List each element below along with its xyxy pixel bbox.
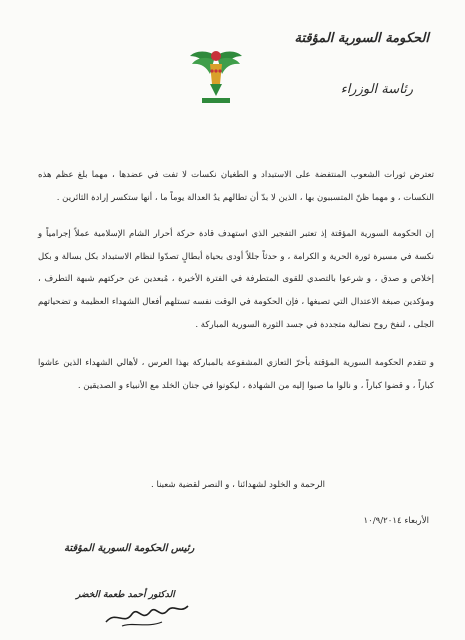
eagle-emblem-icon: [188, 44, 244, 106]
paragraph: و تتقدم الحكومة السورية المؤقتة بأحرّ التعازي المشفوعة بالمباركة بهذا العرس ، لأهالي الشهداء الذين عاشوا كباراً ، و قضوا كباراً ، و نالوا ما صبوا إليه من الشهادة ، ليكونوا في جنان الخلد مع الأنبياء و الصديقين .: [38, 358, 434, 391]
department-name: رئاسة الوزراء: [340, 82, 413, 97]
paragraph: تعترض ثورات الشعوب المنتفضة على الاستبداد و الطغيان نكسات لا تفت في عضدها ، مهما بلغ عظم هذه النكسات ، و مهما ظنّ المتسببون بها ، الذين لا بدّ أن تطالهم يدُ العدالة يوماً ما ، أنها ستكسر إرادة الثائرين .: [38, 170, 434, 203]
letter-date: الأربعاء ١٠/٩/٢٠١٤: [363, 516, 429, 526]
government-name: الحكومة السورية المؤقتة: [294, 31, 429, 46]
closing-line: الرحمة و الخلود لشهدائنا ، و النصر لقضية شعبنا .: [150, 480, 325, 490]
letterhead: [279, 30, 429, 97]
paragraph: إن الحكومة السورية المؤقتة إذ تعتبر التفجير الذي استهدف قادة حركة أحرار الشام الإسلامية عملاً إجرامياً و نكسة في مسيرة ثورة الحرية و الكرامة ، و حدثاً جللاً أودى بحياة أبطالٍ تصدّوا لنظام الاستبداد بكل بسالة و بكل إخلاص و صدق ، و شرعوا بالتصدي للقوى المتطرفة في الفترة الأخيرة ، مُبعدين عن حركتهم شبهة التطرف ، ومؤكدين صبغة الاعتدال التي تصبغها ، فإن الحكومة في الوقت نفسه تستلهم أفعال الشهداء العظيمة و تضحياتهم الجلى ، لنفخ روح نضالية متجددة في جسد الثورة السورية المباركة .: [38, 229, 434, 330]
signatory-title: رئيس الحكومة السورية المؤقتة: [64, 543, 195, 554]
letter-body: [38, 164, 434, 415]
signatory-name: الدكتور أحمد طعمة الخضر: [76, 590, 175, 600]
handwritten-signature-icon: [102, 592, 192, 632]
